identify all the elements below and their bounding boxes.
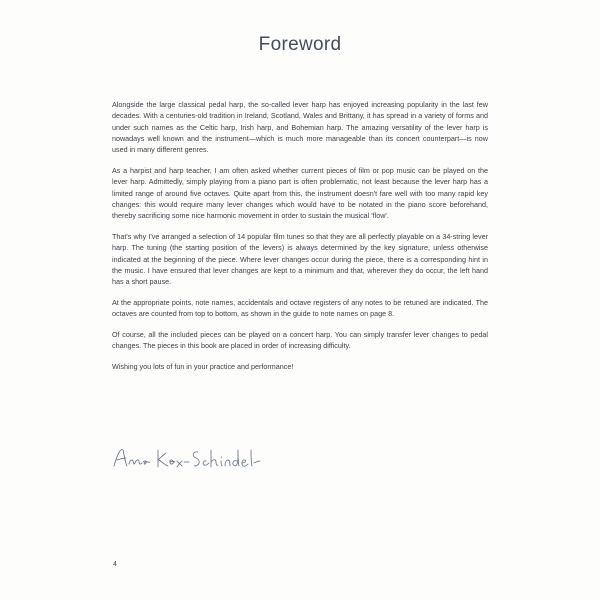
page-title: Foreword — [258, 34, 342, 55]
handwritten-signature — [112, 444, 262, 474]
paragraph-6: Wishing you lots of fun in your practice and performance! — [112, 362, 294, 372]
paragraph-1: Alongside the large classical pedal harp, the so-called lever harp has enjoyed increasing popularity in the last few decades. With a centuries-old tradition in Ireland, Scotland, Wales and Brittany, it has spread in a variety of forms and under such names as the Celtic harp, Irish harp, and Bohemian harp. The amazing versatility of the lever harp is nowadays well known and the instrument—which is much more manageable than its concert counterpart—is now used in many different genres. — [112, 100, 488, 155]
paragraph-5: Of course, all the included pieces can be played on a concert harp. You can simply transfer lever changes to pedal changes. The pieces in this book are placed in order of increasing difficulty. — [112, 330, 488, 351]
signature-icon — [112, 444, 262, 474]
page-number: 4 — [113, 561, 117, 568]
paragraph-2: As a harpist and harp teacher, I am often asked whether current pieces of film or pop music can be played on the lever harp. Admittedly, simply playing from a piano part is often problematic, not least because the lever harp has a limited range of around five octaves. Quite apart from this, the instrument doesn't fare well with too many rapid key changes: this would require many lever changes which would have to be notated in the piano score beforehand, thereby sacrificing some nice harmonic movement in order to sustain the musical 'flow'. — [112, 165, 488, 221]
paragraph-4: At the appropriate points, note names, accidentals and octave registers of any notes to be retuned are indicated. The octaves are counted from top to bottom, as shown in the guide to note names on page 8. — [112, 297, 488, 319]
paragraph-3: That's why I've arranged a selection of 14 popular film tunes so that they are all perfectly playable on a 34-string lever harp. The tuning (the starting position of the levers) is always determined by the key signature, unless otherwise indicated at the beginning of the piece. Where lever changes occur during the piece, there is a corresponding hint in the music. I have ensured that lever changes are kept to a minimum and that, wherever they do occur, the left hand has a short pause. — [112, 231, 488, 287]
foreword-body — [112, 99, 488, 382]
